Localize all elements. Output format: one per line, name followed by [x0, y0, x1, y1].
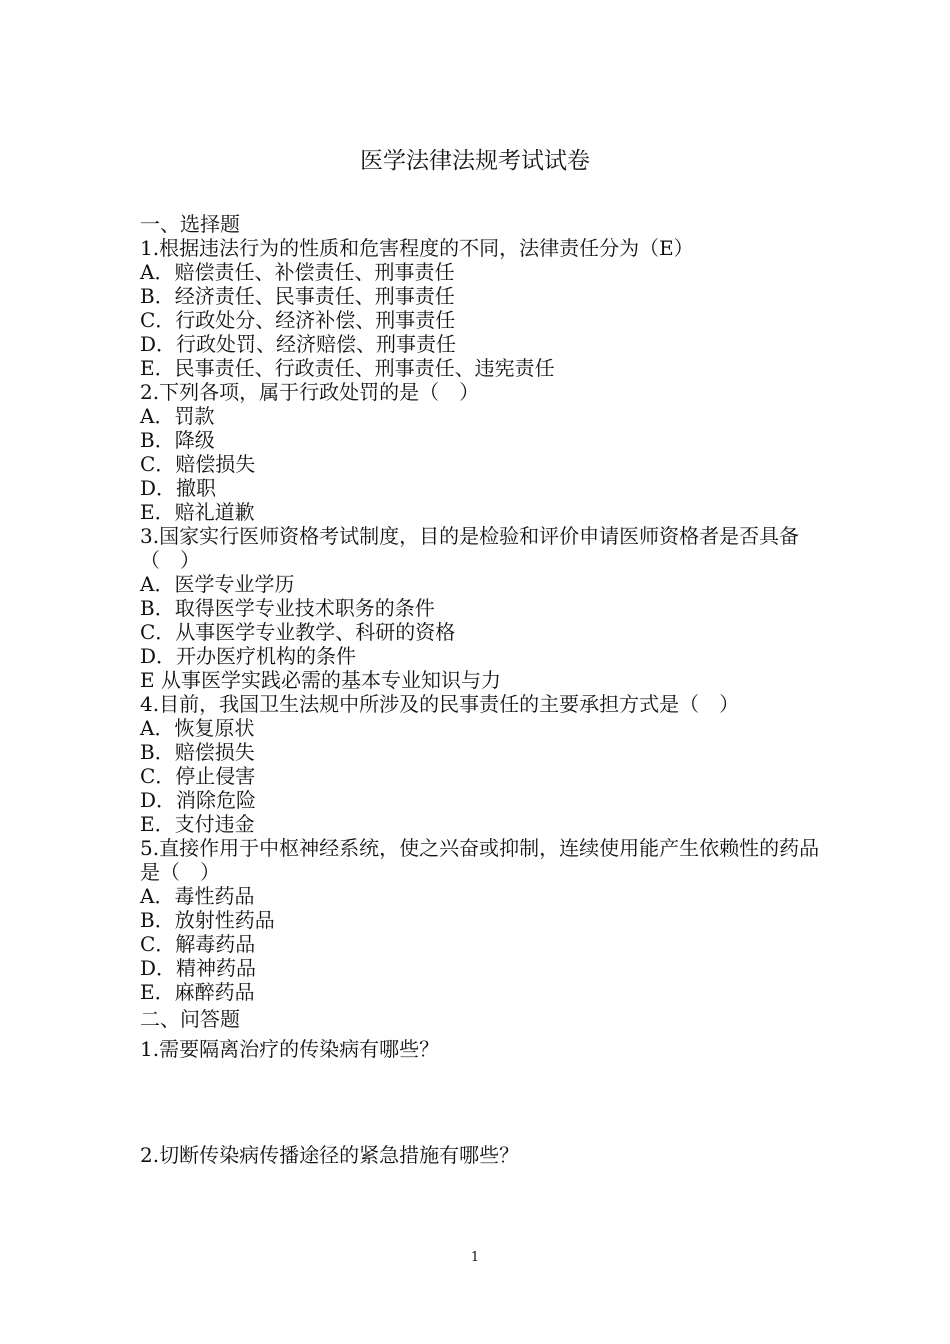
- qa-question-1: 1.需要隔离治疗的传染病有哪些？: [140, 1037, 440, 1061]
- option: B．经济责任、民事责任、刑事责任: [140, 284, 455, 308]
- option: D．精神药品: [140, 956, 257, 980]
- question-2: [140, 380, 825, 524]
- question-stem: 3.国家实行医师资格考试制度，目的是检验和评价申请医师资格者是否具备（ ）: [140, 524, 800, 572]
- option: C．行政处分、经济补偿、刑事责任: [140, 308, 456, 332]
- option: E．民事责任、行政责任、刑事责任、违宪责任: [140, 356, 555, 380]
- option: A．赔偿责任、补偿责任、刑事责任: [140, 260, 455, 284]
- question-stem: 5.直接作用于中枢神经系统，使之兴奋或抑制，连续使用能产生依赖性的药品是（ ）: [140, 836, 820, 884]
- option: D．行政处罚、经济赔偿、刑事责任: [140, 332, 457, 356]
- option: D．撤职: [140, 476, 217, 500]
- option: A．毒性药品: [140, 884, 255, 908]
- document-body: [140, 212, 825, 1170]
- option: C．从事医学专业教学、科研的资格: [140, 620, 456, 644]
- option: E．赔礼道歉: [140, 500, 255, 524]
- question-stem: 4.目前，我国卫生法规中所涉及的民事责任的主要承担方式是（ ）: [140, 692, 740, 716]
- option: B．降级: [140, 428, 215, 452]
- question-4: [140, 692, 825, 836]
- option: D．消除危险: [140, 788, 257, 812]
- answer-space: [140, 1064, 825, 1140]
- option: C．赔偿损失: [140, 452, 256, 476]
- qa-question-2: 2.切断传染病传播途径的紧急措施有哪些？: [140, 1143, 520, 1167]
- page-title: 医学法律法规考试试卷: [360, 148, 590, 174]
- page-number: 1: [470, 1250, 480, 1265]
- option: A．医学专业学历: [140, 572, 295, 596]
- question-3: [140, 524, 825, 692]
- option: E．麻醉药品: [140, 980, 255, 1004]
- option: A．罚款: [140, 404, 215, 428]
- option: A．恢复原状: [140, 716, 255, 740]
- question-stem: 1.根据违法行为的性质和危害程度的不同，法律责任分为（E）: [140, 236, 694, 260]
- option: B．放射性药品: [140, 908, 275, 932]
- question-1: [140, 236, 825, 380]
- option: C．解毒药品: [140, 932, 256, 956]
- section-heading-qa: 二、问答题: [140, 1007, 240, 1031]
- section-heading-choice: 一、选择题: [140, 212, 240, 236]
- option: C．停止侵害: [140, 764, 256, 788]
- option: E 从事医学实践必需的基本专业知识与力: [140, 668, 501, 692]
- option: B．赔偿损失: [140, 740, 255, 764]
- option: E．支付违金: [140, 812, 255, 836]
- option: B．取得医学专业技术职务的条件: [140, 596, 435, 620]
- question-stem: 2.下列各项，属于行政处罚的是（ ）: [140, 380, 480, 404]
- option: D．开办医疗机构的条件: [140, 644, 357, 668]
- question-5: [140, 836, 825, 1004]
